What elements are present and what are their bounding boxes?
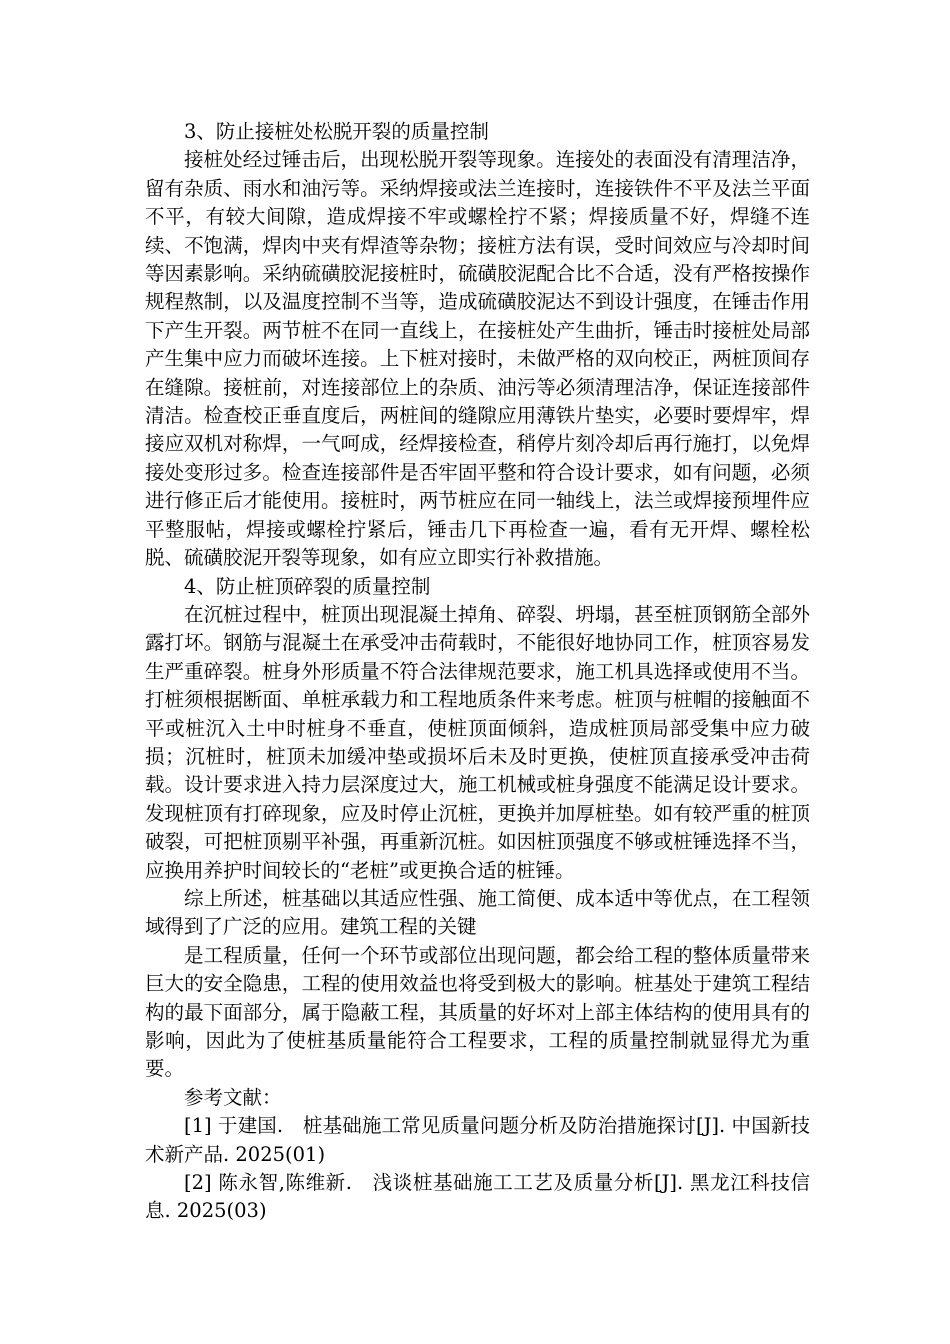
document-page — [145, 118, 810, 1226]
conclusion-paragraph: 综上所述，桩基础以其适应性强、施工简便、成本适中等优点，在工程领域得到了广泛的应用。建筑工程的关键 — [145, 886, 810, 939]
section-heading-4: 4、防止桩顶碎裂的质量控制 — [184, 574, 431, 598]
references-heading: 参考文献： — [184, 1085, 282, 1109]
body-paragraph: 接桩处经过锤击后，出现松脱开裂等现象。连接处的表面没有清理洁净，留有杂质、雨水和油污等。采纳焊接或法兰连接时，连接铁件不平及法兰平面不平，有较大间隙，造成焊接不牢或螺栓拧不紧；焊接质量不好，焊缝不连续、不饱满，焊肉中夹有焊渣等杂物；接桩方法有误，受时间效应与冷却时间等因素影响。采纳硫磺胶泥接桩时，硫磺胶泥配合比不合适，没有严格按操作规程熬制，以及温度控制不当等，造成硫磺胶泥达不到设计强度，在锤击作用下产生开裂。两节桩不在同一直线上，在接桩处产生曲折，锤击时接桩处局部产生集中应力而破坏连接。上下桩对接时，未做严格的双向校正，两桩顶间存在缝隙。接桩前，对连接部位上的杂质、油污等必须清理洁净，保证连接部件清洁。检查校正垂直度后，两桩间的缝隙应用薄铁片垫实，必要时要焊牢，焊接应双机对称焊，一气呵成，经焊接检查，稍停片刻冷却后再行施打，以免焊接处变形过多。检查连接部件是否牢固平整和符合设计要求，如有问题，必须进行修正后才能使用。接桩时，两节桩应在同一轴线上，法兰或焊接预埋件应平整服帖，焊接或螺栓拧紧后，锤击几下再检查一遍，看有无开焊、螺栓松脱、硫磺胶泥开裂等现象，如有应立即实行补救措施。 — [145, 148, 810, 570]
reference-item: [1] 于建国. 桩基础施工常见质量问题分析及防治措施探讨[J]. 中国新技术新产品. 2025(01) — [145, 1114, 810, 1166]
section-heading-3: 3、防止接桩处松脱开裂的质量控制 — [184, 120, 489, 143]
reference-item: [2] 陈永智,陈维新. 浅谈桩基础施工工艺及质量分析[J]. 黑龙江科技信息. 2025(03) — [145, 1171, 810, 1223]
body-paragraph: 在沉桩过程中，桩顶出现混凝土掉角、碎裂、坍塌，甚至桩顶钢筋全部外露打坏。钢筋与混凝土在承受冲击荷载时，不能很好地协同工作，桩顶容易发生严重碎裂。桩身外形质量不符合法律规范要求，施工机具选择或使用不当。打桩须根据断面、单桩承载力和工程地质条件来考虑。桩顶与桩帽的接触面不平或桩沉入土中时桩身不垂直，使桩顶面倾斜，造成桩顶局部受集中应力破损；沉桩时，桩顶未加缓冲垫或损坏后未及时更换，使桩顶直接承受冲击荷载。设计要求进入持力层深度过大，施工机械或桩身强度不能满足设计要求。发现桩顶有打碎现象，应及时停止沉桩，更换并加厚桩垫。如有较严重的桩顶破裂，可把桩顶剔平补强，再重新沉桩。如因桩顶强度不够或桩锤选择不当，应换用养护时间较长的“老桩”或更换合适的桩锤。 — [145, 602, 810, 882]
conclusion-paragraph: 是工程质量，任何一个环节或部位出现问题，都会给工程的整体质量带来巨大的安全隐患，工程的使用效益也将受到极大的影响。桩基处于建筑工程结构的最下面部分，属于隐蔽工程，其质量的好坏对上部主体结构的使用具有的影响，因此为了使桩基质量能符合工程要求，工程的质量控制就显得尤为重要。 — [145, 943, 810, 1081]
